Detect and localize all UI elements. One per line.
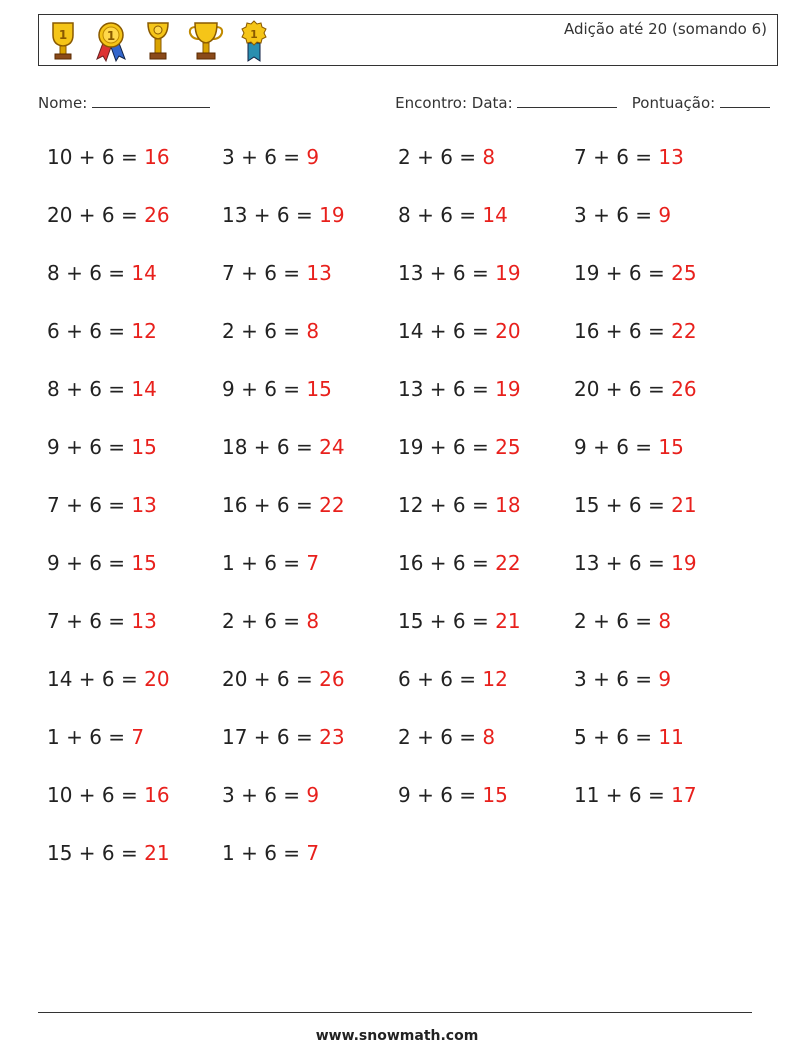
score-blank: [720, 93, 770, 108]
problem-expression: 6 + 6 =: [47, 319, 132, 343]
problem-answer: 15: [131, 435, 157, 459]
problem-expression: 11 + 6 =: [574, 783, 672, 807]
problem-expression: 1 + 6 =: [222, 841, 307, 865]
trophy-icon: [47, 19, 79, 63]
problem-answer: 21: [495, 609, 521, 633]
problem-answer: 25: [495, 435, 521, 459]
problem-item: [47, 319, 157, 343]
problem-item: [47, 667, 170, 691]
problem-expression: 18 + 6 =: [222, 435, 320, 459]
problem-item: [47, 841, 170, 865]
problem-answer: 13: [131, 609, 157, 633]
problem-expression: 9 + 6 =: [47, 435, 132, 459]
problem-item: [222, 145, 319, 169]
problem-item: [47, 551, 157, 575]
problem-item: [574, 435, 684, 459]
problem-item: [574, 551, 697, 575]
problem-answer: 16: [144, 145, 170, 169]
problem-item: [574, 609, 671, 633]
problem-item: [222, 667, 345, 691]
problem-answer: 9: [306, 145, 320, 169]
problem-answer: 25: [671, 261, 697, 285]
problem-item: [47, 609, 157, 633]
problem-item: [398, 667, 508, 691]
header-box: [38, 14, 778, 66]
problem-expression: 16 + 6 =: [398, 551, 496, 575]
problem-answer: 22: [495, 551, 521, 575]
problem-answer: 15: [306, 377, 332, 401]
problem-answer: 14: [131, 377, 157, 401]
problem-expression: 20 + 6 =: [222, 667, 320, 691]
problem-answer: 16: [144, 783, 170, 807]
date-score-field: [395, 93, 770, 112]
problem-expression: 10 + 6 =: [47, 783, 145, 807]
problem-answer: 15: [658, 435, 684, 459]
problem-answer: 8: [306, 319, 320, 343]
problem-expression: 19 + 6 =: [398, 435, 496, 459]
problem-answer: 19: [319, 203, 345, 227]
problem-answer: 7: [131, 725, 145, 749]
problem-answer: 11: [658, 725, 684, 749]
problem-expression: 12 + 6 =: [398, 493, 496, 517]
problem-answer: 17: [671, 783, 697, 807]
problem-expression: 8 + 6 =: [47, 261, 132, 285]
problem-answer: 19: [671, 551, 697, 575]
problem-expression: 10 + 6 =: [47, 145, 145, 169]
problem-answer: 20: [144, 667, 170, 691]
problem-expression: 19 + 6 =: [574, 261, 672, 285]
problem-item: [398, 493, 521, 517]
problem-item: [222, 609, 319, 633]
problem-item: [574, 493, 697, 517]
problem-expression: 3 + 6 =: [574, 667, 659, 691]
problem-item: [222, 493, 345, 517]
problem-answer: 13: [658, 145, 684, 169]
date-blank: [517, 93, 617, 108]
worksheet-title: Adição até 20 (somando 6): [563, 20, 767, 38]
problem-answer: 13: [131, 493, 157, 517]
problem-expression: 2 + 6 =: [574, 609, 659, 633]
problem-item: [47, 261, 157, 285]
problem-expression: 3 + 6 =: [222, 783, 307, 807]
problem-item: [222, 783, 319, 807]
problem-item: [222, 319, 319, 343]
problem-item: [222, 261, 332, 285]
problem-expression: 13 + 6 =: [574, 551, 672, 575]
icon-strip: [47, 19, 269, 63]
problem-item: [47, 783, 170, 807]
problem-expression: 2 + 6 =: [398, 725, 483, 749]
problem-expression: 3 + 6 =: [222, 145, 307, 169]
name-label: Nome:: [38, 94, 88, 112]
problem-item: [398, 783, 508, 807]
trophy-cup-icon: [143, 19, 173, 63]
medal-ribbon-icon: [93, 19, 129, 63]
problem-expression: 5 + 6 =: [574, 725, 659, 749]
problem-item: [398, 551, 521, 575]
problem-item: [574, 667, 671, 691]
problem-answer: 8: [482, 145, 496, 169]
problem-answer: 13: [306, 261, 332, 285]
problem-answer: 9: [658, 203, 672, 227]
problem-expression: 20 + 6 =: [47, 203, 145, 227]
problem-answer: 12: [131, 319, 157, 343]
problem-answer: 14: [482, 203, 508, 227]
svg-text:1: 1: [250, 28, 258, 41]
problem-expression: 15 + 6 =: [574, 493, 672, 517]
problem-item: [222, 203, 345, 227]
problem-item: [222, 725, 345, 749]
problem-expression: 15 + 6 =: [47, 841, 145, 865]
problem-expression: 17 + 6 =: [222, 725, 320, 749]
problem-item: [574, 725, 684, 749]
problem-answer: 14: [131, 261, 157, 285]
problem-expression: 13 + 6 =: [398, 377, 496, 401]
problem-answer: 15: [131, 551, 157, 575]
problem-expression: 8 + 6 =: [47, 377, 132, 401]
problem-item: [398, 203, 508, 227]
name-blank: [92, 93, 210, 108]
problem-expression: 14 + 6 =: [47, 667, 145, 691]
problem-expression: 2 + 6 =: [222, 319, 307, 343]
problem-answer: 22: [319, 493, 345, 517]
problem-item: [574, 319, 697, 343]
problem-item: [47, 377, 157, 401]
problem-answer: 26: [319, 667, 345, 691]
problem-item: [574, 261, 697, 285]
problem-expression: 6 + 6 =: [398, 667, 483, 691]
svg-text:1: 1: [106, 29, 116, 43]
problem-expression: 20 + 6 =: [574, 377, 672, 401]
score-label: Pontuação:: [631, 94, 716, 112]
problem-expression: 1 + 6 =: [47, 725, 132, 749]
problem-answer: 9: [306, 783, 320, 807]
problem-answer: 8: [658, 609, 672, 633]
problem-answer: 24: [319, 435, 345, 459]
date-label: Encontro: Data:: [395, 94, 513, 112]
problem-item: [47, 725, 144, 749]
problem-answer: 7: [306, 841, 320, 865]
problem-answer: 21: [671, 493, 697, 517]
problem-expression: 7 + 6 =: [47, 609, 132, 633]
problem-answer: 21: [144, 841, 170, 865]
problem-expression: 7 + 6 =: [47, 493, 132, 517]
problem-answer: 18: [495, 493, 521, 517]
problem-item: [398, 145, 495, 169]
problem-expression: 1 + 6 =: [222, 551, 307, 575]
problem-expression: 9 + 6 =: [398, 783, 483, 807]
problem-expression: 13 + 6 =: [222, 203, 320, 227]
problem-item: [222, 435, 345, 459]
svg-text:1: 1: [58, 28, 68, 42]
problem-item: [222, 551, 319, 575]
problem-item: [398, 609, 521, 633]
footer-url: www.snowmath.com: [315, 1028, 479, 1044]
problem-item: [398, 377, 521, 401]
problem-answer: 12: [482, 667, 508, 691]
problem-item: [47, 435, 157, 459]
problem-answer: 20: [495, 319, 521, 343]
problem-item: [47, 493, 157, 517]
medal-badge-icon: [239, 19, 269, 63]
problem-answer: 23: [319, 725, 345, 749]
problem-item: [222, 841, 319, 865]
name-field: [38, 93, 210, 112]
problem-answer: 15: [482, 783, 508, 807]
problem-expression: 15 + 6 =: [398, 609, 496, 633]
problem-item: [47, 203, 170, 227]
problem-item: [222, 377, 332, 401]
problem-item: [574, 145, 684, 169]
problem-expression: 13 + 6 =: [398, 261, 496, 285]
problem-answer: 19: [495, 377, 521, 401]
problem-expression: 7 + 6 =: [574, 145, 659, 169]
problem-item: [574, 783, 697, 807]
problem-answer: 8: [306, 609, 320, 633]
problem-item: [398, 725, 495, 749]
footer-divider: [38, 1012, 752, 1013]
problem-answer: 22: [671, 319, 697, 343]
problem-answer: 19: [495, 261, 521, 285]
problem-answer: 26: [671, 377, 697, 401]
problem-expression: 9 + 6 =: [47, 551, 132, 575]
problem-expression: 7 + 6 =: [222, 261, 307, 285]
problem-expression: 8 + 6 =: [398, 203, 483, 227]
problem-item: [574, 203, 671, 227]
problem-answer: 9: [658, 667, 672, 691]
problem-answer: 8: [482, 725, 496, 749]
problem-expression: 16 + 6 =: [574, 319, 672, 343]
problem-expression: 16 + 6 =: [222, 493, 320, 517]
problem-answer: 26: [144, 203, 170, 227]
problem-expression: 2 + 6 =: [222, 609, 307, 633]
problem-expression: 9 + 6 =: [222, 377, 307, 401]
problem-item: [398, 319, 521, 343]
trophy-handles-icon: [187, 19, 225, 63]
problem-item: [47, 145, 170, 169]
problem-item: [398, 435, 521, 459]
problem-expression: 14 + 6 =: [398, 319, 496, 343]
problem-expression: 3 + 6 =: [574, 203, 659, 227]
problem-expression: 2 + 6 =: [398, 145, 483, 169]
problem-item: [398, 261, 521, 285]
problem-expression: 9 + 6 =: [574, 435, 659, 459]
problem-item: [574, 377, 697, 401]
problem-answer: 7: [306, 551, 320, 575]
